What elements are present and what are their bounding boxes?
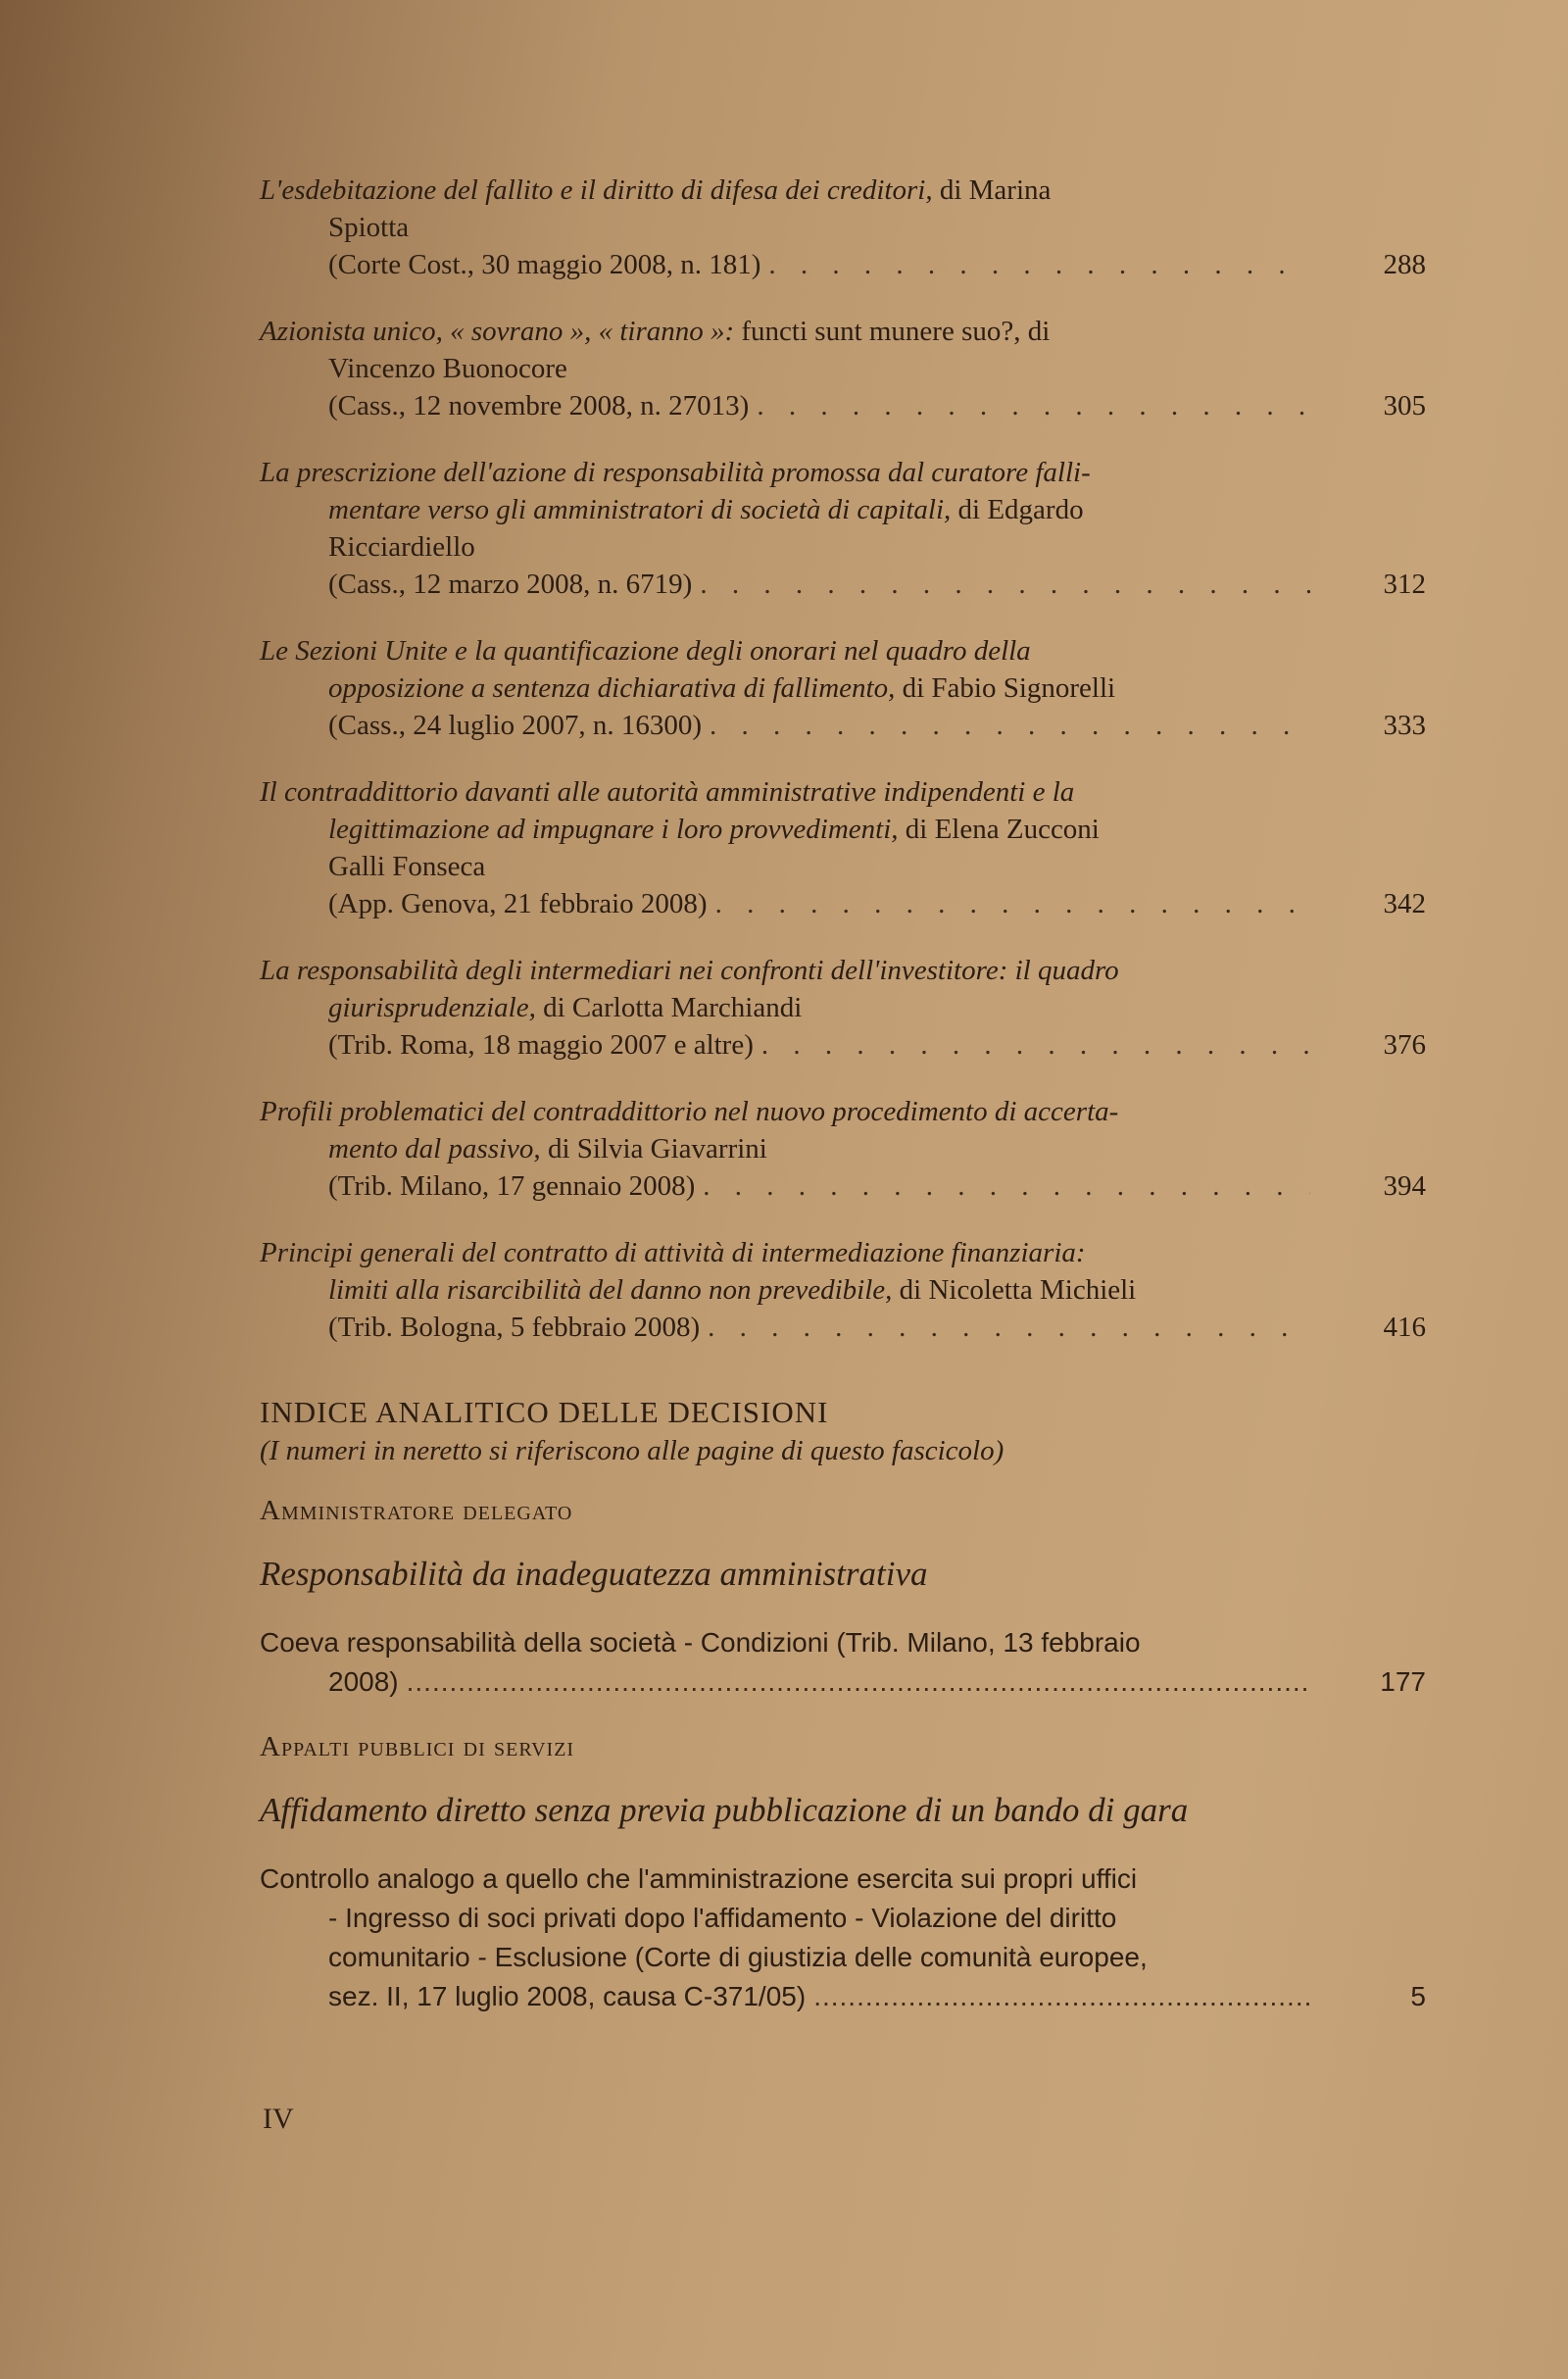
index-heading: Responsabilità da inadeguatezza amministrativa [260, 1555, 928, 1593]
index-entry [260, 1859, 1426, 2016]
toc-entry-citation-line [260, 387, 1426, 424]
dot-leader [407, 1662, 1310, 1702]
toc-entry-author: Galli Fonseca [328, 851, 486, 882]
index-entry-page: 5 [1410, 1981, 1426, 2011]
index-entry-text: Controllo analogo a quello che l'amministrazione esercita sui propri uffici [260, 1863, 1138, 1894]
toc-entry-title: Principi generali del contratto di attività di intermediazione finanziaria: [260, 1237, 1086, 1268]
toc-entry [260, 313, 1426, 424]
index-subtitle: (I numeri in neretto si riferiscono alle pagine di questo fascicolo) [260, 1435, 1004, 1466]
dot-leader [757, 387, 1310, 424]
toc-entry-title-cont: giurisprudenziale, di Carlotta Marchiandi [328, 992, 803, 1023]
toc-entry-page: 288 [1383, 249, 1426, 280]
toc-entry-citation-line [260, 246, 1426, 283]
toc-entry-page: 394 [1383, 1170, 1426, 1202]
toc-entry-page: 376 [1383, 1029, 1426, 1061]
toc-entry [260, 1093, 1426, 1205]
index-title: INDICE ANALITICO DELLE DECISIONI [260, 1395, 829, 1429]
index-entry-text-cont: - Ingresso di soci privati dopo l'affidamento - Violazione del diritto [328, 1903, 1117, 1933]
toc-entry-citation: (Trib. Milano, 17 gennaio 2008) [328, 1170, 696, 1202]
toc-entry-citation: (App. Genova, 21 febbraio 2008) [328, 888, 708, 919]
index-heading: Affidamento diretto senza previa pubblicazione di un bando di gara [260, 1791, 1189, 1829]
dot-leader [715, 885, 1310, 922]
dot-leader [768, 246, 1310, 283]
toc-entry-page: 312 [1383, 569, 1426, 600]
toc-entry-title: Le Sezioni Unite e la quantificazione degli onorari nel quadro della [260, 635, 1031, 667]
toc-entry-title-cont: limiti alla risarcibilità del danno non prevedibile, di Nicoletta Michieli [328, 1274, 1137, 1306]
toc-entry-title-cont: mentare verso gli amministratori di società di capitali, di Edgardo [328, 494, 1084, 525]
dot-leader [700, 566, 1310, 603]
toc-entry-citation-line [260, 566, 1426, 603]
toc-entry-citation-line [260, 885, 1426, 922]
index-entry-last-line [260, 1662, 1426, 1702]
toc-entry [260, 172, 1426, 283]
index-entry-last-line [260, 1977, 1426, 2016]
toc-entry-title-cont: mento dal passivo, di Silvia Giavarrini [328, 1133, 767, 1165]
index-entry-text-last: sez. II, 17 luglio 2008, causa C-371/05) [328, 1981, 807, 2011]
toc-entry-title-cont: legittimazione ad impugnare i loro provvedimenti, di Elena Zucconi [328, 814, 1100, 845]
dot-leader [708, 1309, 1310, 1346]
toc-entry-title: Il contraddittorio davanti alle autorità amministrative indipendenti e la [260, 776, 1075, 808]
toc-entry-page: 342 [1383, 888, 1426, 919]
toc-entry [260, 454, 1426, 603]
toc-entry-citation-line [260, 707, 1426, 744]
toc-entry [260, 773, 1426, 922]
toc-entry-citation: (Cass., 12 marzo 2008, n. 6719) [328, 569, 693, 600]
toc-entry-page: 305 [1383, 390, 1426, 421]
dot-leader [813, 1977, 1310, 2016]
index-entry-text-cont: comunitario - Esclusione (Corte di giustizia delle comunità europee, [328, 1942, 1148, 1972]
dot-leader [710, 707, 1310, 744]
toc-entry-citation: (Cass., 24 luglio 2007, n. 16300) [328, 710, 703, 741]
toc-entry [260, 632, 1426, 744]
index-category: Amministratore delegato [260, 1495, 573, 1526]
dot-leader [703, 1167, 1310, 1205]
toc-entry-author: Vincenzo Buonocore [328, 353, 567, 384]
toc-entry [260, 952, 1426, 1064]
index-entry-page: 177 [1380, 1666, 1426, 1697]
index-entry-text: Coeva responsabilità della società - Condizioni (Trib. Milano, 13 febbraio [260, 1627, 1141, 1658]
toc-entry-author: Ricciardiello [328, 531, 475, 563]
toc-entry-page: 416 [1383, 1312, 1426, 1343]
page-folio: IV [263, 2103, 294, 2135]
index-entry-text-last: 2008) [328, 1666, 399, 1697]
toc-entry-citation: (Cass., 12 novembre 2008, n. 27013) [328, 390, 750, 421]
toc-entry-citation: (Trib. Roma, 18 maggio 2007 e altre) [328, 1029, 754, 1061]
toc-entry-citation-line [260, 1167, 1426, 1205]
toc-entry-title: Profili problematici del contraddittorio nel nuovo procedimento di accerta- [260, 1096, 1119, 1127]
toc-entry-author: Spiotta [328, 212, 410, 243]
dot-leader [761, 1026, 1310, 1064]
document-page [260, 172, 1426, 2046]
toc-entry-page: 333 [1383, 710, 1426, 741]
toc-entry [260, 1234, 1426, 1346]
index-entry [260, 1623, 1426, 1702]
toc-entry-citation: (Corte Cost., 30 maggio 2008, n. 181) [328, 249, 761, 280]
toc-entry-title: La prescrizione dell'azione di responsabilità promossa dal curatore falli- [260, 457, 1091, 488]
toc-entry-citation-line [260, 1309, 1426, 1346]
toc-entry-title-cont: opposizione a sentenza dichiarativa di fallimento, di Fabio Signorelli [328, 672, 1116, 704]
toc-entry-title: L'esdebitazione del fallito e il diritto di difesa dei creditori, di Marina [260, 174, 1052, 206]
toc-entry-title: Azionista unico, « sovrano », « tiranno »: functi sunt munere suo?, di [260, 316, 1051, 347]
toc-entry-citation-line [260, 1026, 1426, 1064]
toc-entry-citation: (Trib. Bologna, 5 febbraio 2008) [328, 1312, 701, 1343]
index-category: Appalti pubblici di servizi [260, 1731, 575, 1762]
toc-entry-title: La responsabilità degli intermediari nei confronti dell'investitore: il quadro [260, 955, 1119, 986]
